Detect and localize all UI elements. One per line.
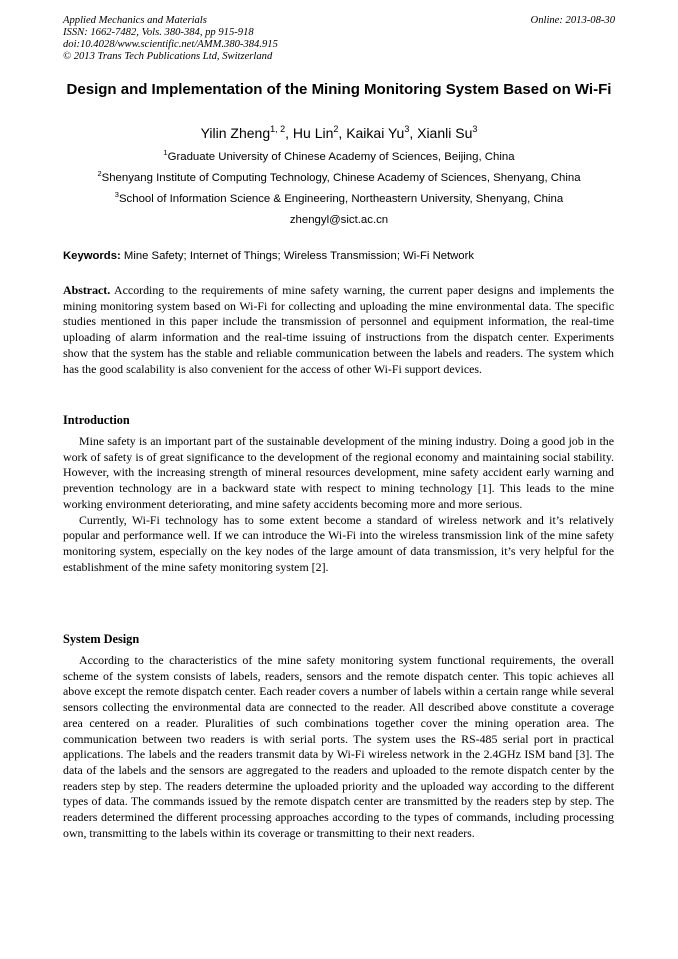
section-heading-introduction: Introduction: [63, 413, 130, 427]
paragraph: According to the characteristics of the mine safety monitoring system functional requirements, the overall scheme of the system consists of labels, readers, sensors and the remote dispatch center. This topic achieves all above except the remote dispatch center. Each reader covers a number of labels within a certain range while several sensors collecting the environmental data are connected to the reader. All described above constitute a coverage area centered on a reader. Pluralities of such combinations together cover the mining operation area. The communication between two readers is with serial ports. The system uses the RS-485 serial port in practical applications. The labels and the readers transmit data by Wi-Fi wireless network in the 2.4GHz ISM band [3]. The data of the labels and the sensors are aggregated to the readers and uploaded to the remote dispatch center by the readers step by step. The readers determine the uploaded priority and the uploaded way according to the different types of data. The commands issued by the remote dispatch center are transmitted by the readers step by step. The readers determined the different processing approaches according to the types of commands, including processing own, transmitting to the labels within its coverage or transmitting to their next readers.: [63, 653, 614, 840]
affiliation-text: Shenyang Institute of Computing Technology, Chinese Academy of Sciences, Shenyang, China: [101, 172, 581, 184]
affiliation-mark: 2: [97, 169, 102, 178]
author-name: Kaikai Yu: [346, 125, 405, 141]
author-name: Hu Lin: [292, 125, 334, 141]
online-date: Online: 2013-08-30: [530, 15, 615, 26]
affiliation-text: School of Information Science & Engineering, Northeastern University, Shenyang, China: [118, 193, 564, 205]
keywords-text: Mine Safety; Internet of Things; Wireless Transmission; Wi-Fi Network: [123, 250, 475, 262]
journal-name: Applied Mechanics and Materials: [63, 15, 207, 26]
affiliation-3: [30, 192, 648, 206]
introduction-body: [63, 434, 614, 575]
abstract-label: Abstract.: [63, 283, 111, 297]
abstract-block: [63, 283, 614, 377]
keywords-label: Keywords:: [63, 250, 121, 262]
issn-line: ISSN: 1662-7482, Vols. 380-384, pp 915-918: [63, 27, 254, 38]
doi-line: doi:10.4028/www.scientific.net/AMM.380-384.915: [63, 39, 278, 50]
keywords-line: [63, 249, 623, 263]
author-affil-mark: 3: [404, 124, 410, 134]
journal-header: [63, 15, 278, 63]
author-separator: ,: [338, 125, 347, 141]
system-design-body: [63, 653, 614, 841]
author-separator: ,: [409, 125, 418, 141]
section-heading-system-design: System Design: [63, 632, 140, 646]
author-email[interactable]: zhengyl@sict.ac.cn: [289, 214, 389, 226]
copyright-line: © 2013 Trans Tech Publications Ltd, Switzerland: [63, 51, 273, 62]
author-name: Yilin Zheng: [200, 125, 271, 141]
author-affil-mark: 1, 2: [270, 124, 286, 134]
affiliation-2: [30, 171, 648, 185]
author-name: Xianli Su: [417, 125, 473, 141]
paper-title: Design and Implementation of the Mining Monitoring System Based on Wi-Fi: [66, 81, 612, 98]
author-affil-mark: 3: [472, 124, 478, 134]
author-affil-mark: 2: [333, 124, 339, 134]
paragraph: Mine safety is an important part of the sustainable development of the mining industry. Doing a good job in the work of safety is of great significance to the development of the regional economy and maintaining social stability. However, with the increasing strength of mineral resources development, mine safety accident early warning and prevention technology are in a backward state with respect to mining technology [1]. This leads to the mine working environment deteriorating, and mine safety accidents becoming more and more serious.: [63, 434, 614, 511]
author-separator: ,: [285, 125, 293, 141]
paragraph: Currently, Wi-Fi technology has to some extent become a standard of wireless network and it’s relatively popular and performance well. If we can introduce the Wi-Fi into the wireless transmission link of the mine safety monitoring system, especially on the key nodes of the large amount of data transmission, it’s very helpful for the establishment of the mine safety monitoring system [2].: [63, 512, 614, 574]
affiliation-text: Graduate University of Chinese Academy of Sciences, Beijing, China: [167, 151, 515, 163]
affiliation-mark: 3: [114, 190, 119, 199]
affiliation-1: [30, 150, 648, 164]
affiliation-mark: 1: [163, 148, 168, 157]
author-list: [62, 124, 616, 142]
abstract-text: According to the requirements of mine safety warning, the current paper designs and implements the mining monitoring system based on Wi-Fi for collecting and uploading the mine environmental data. The specific studies mentioned in this paper include the transmission of personnel and equipment information, the real-time uploading of alarm information and the real-time issuing of instructions from the dispatch center. Experiments show that the system has the stable and reliable communication between the labels and readers. The system which has the good scalability is also convenient for the access of other Wi-Fi support devices.: [63, 283, 614, 376]
